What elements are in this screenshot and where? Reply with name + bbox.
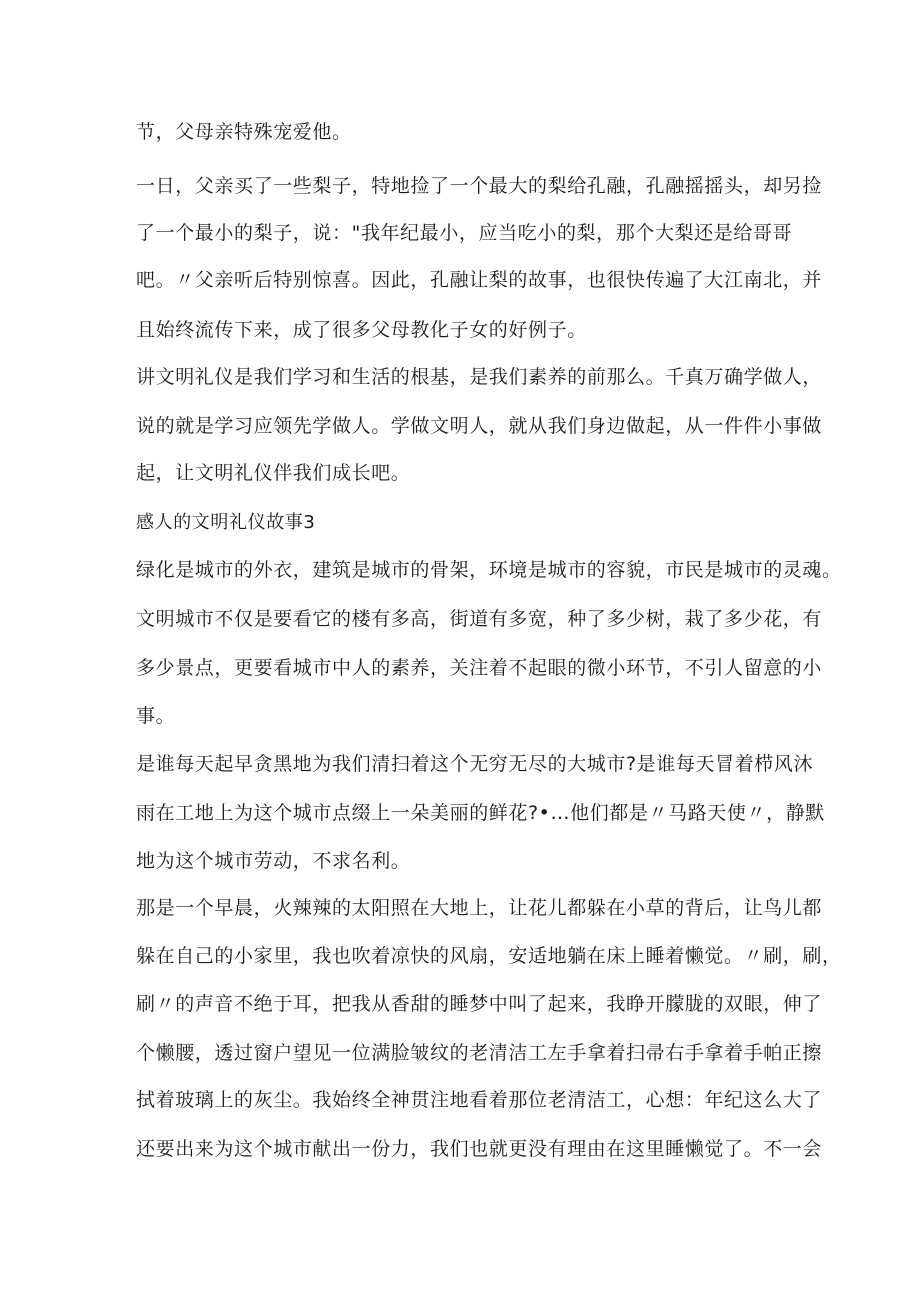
text-line: 一日，父亲买了一些梨子，特地捡了一个最大的梨给孔融，孔融摇摇头，却另捡 bbox=[136, 175, 823, 197]
text-line: 多少景点，更要看城市中人的素养，关注着不起眼的微小环节，不引人留意的小 bbox=[136, 657, 823, 679]
text-line: 刷〃的声音不绝于耳，把我从香甜的睡梦中叫了起来，我睁开朦胧的双眼，伸了 bbox=[136, 993, 823, 1015]
text-line: 且始终流传下来，成了很多父母教化子女的好例子。 bbox=[136, 319, 587, 341]
section-heading: 感人的文明礼仪故事3 bbox=[136, 512, 316, 533]
text-line: 讲文明礼仪是我们学习和生活的根基，是我们素养的前那么。千真万确学做人， bbox=[136, 366, 823, 388]
text-line: 吧。〃父亲听后特别惊喜。因此，孔融让梨的故事，也很快传遍了大江南北，并 bbox=[136, 269, 823, 291]
text-line: 是谁每天起早贪黑地为我们清扫着这个无穷无尽的大城市?是谁每天冒着栉风沐 bbox=[136, 753, 814, 775]
text-line: 绿化是城市的外衣，建筑是城市的骨架，环境是城市的容貌，市民是城市的灵魂。 bbox=[136, 559, 842, 581]
text-line: 还要出来为这个城市献出一份力，我们也就更没有理由在这里睡懒觉了。不一会 bbox=[136, 1138, 823, 1160]
text-line: 躲在自己的小家里，我也吹着凉快的风扇，安适地躺在床上睡着懒觉。〃刷，刷， bbox=[136, 945, 842, 967]
text-line: 起，让文明礼仪伴我们成长吧。 bbox=[136, 462, 411, 484]
text-line: 个懒腰，透过窗户望见一位满脸皱纹的老清洁工左手拿着扫帚右手拿着手帕正擦 bbox=[136, 1042, 823, 1064]
text-line: 事。 bbox=[136, 705, 176, 727]
text-line: 了一个最小的梨子，说："我年纪最小，应当吃小的梨，那个大梨还是给哥哥 bbox=[136, 222, 793, 244]
text-line: 说的就是学习应领先学做人。学做文明人，就从我们身边做起，从一件件小事做 bbox=[136, 415, 823, 437]
text-line: 节，父母亲特殊宠爱他。 bbox=[136, 121, 352, 143]
text-line: 文明城市不仅是要看它的楼有多高，街道有多宽，种了多少树，栽了多少花，有 bbox=[136, 608, 823, 630]
text-line: 那是一个早晨，火辣辣的太阳照在大地上，让花儿都躲在小草的背后，让鸟儿都 bbox=[136, 897, 823, 919]
text-line: 地为这个城市劳动，不求名利。 bbox=[136, 850, 411, 872]
text-line: 雨在工地上为这个城市点缀上一朵美丽的鲜花?•…他们都是〃马路天使〃，静默 bbox=[136, 802, 825, 824]
text-line: 拭着玻璃上的灰尘。我始终全神贯注地看着那位老清洁工，心想：年纪这么大了 bbox=[136, 1089, 823, 1111]
